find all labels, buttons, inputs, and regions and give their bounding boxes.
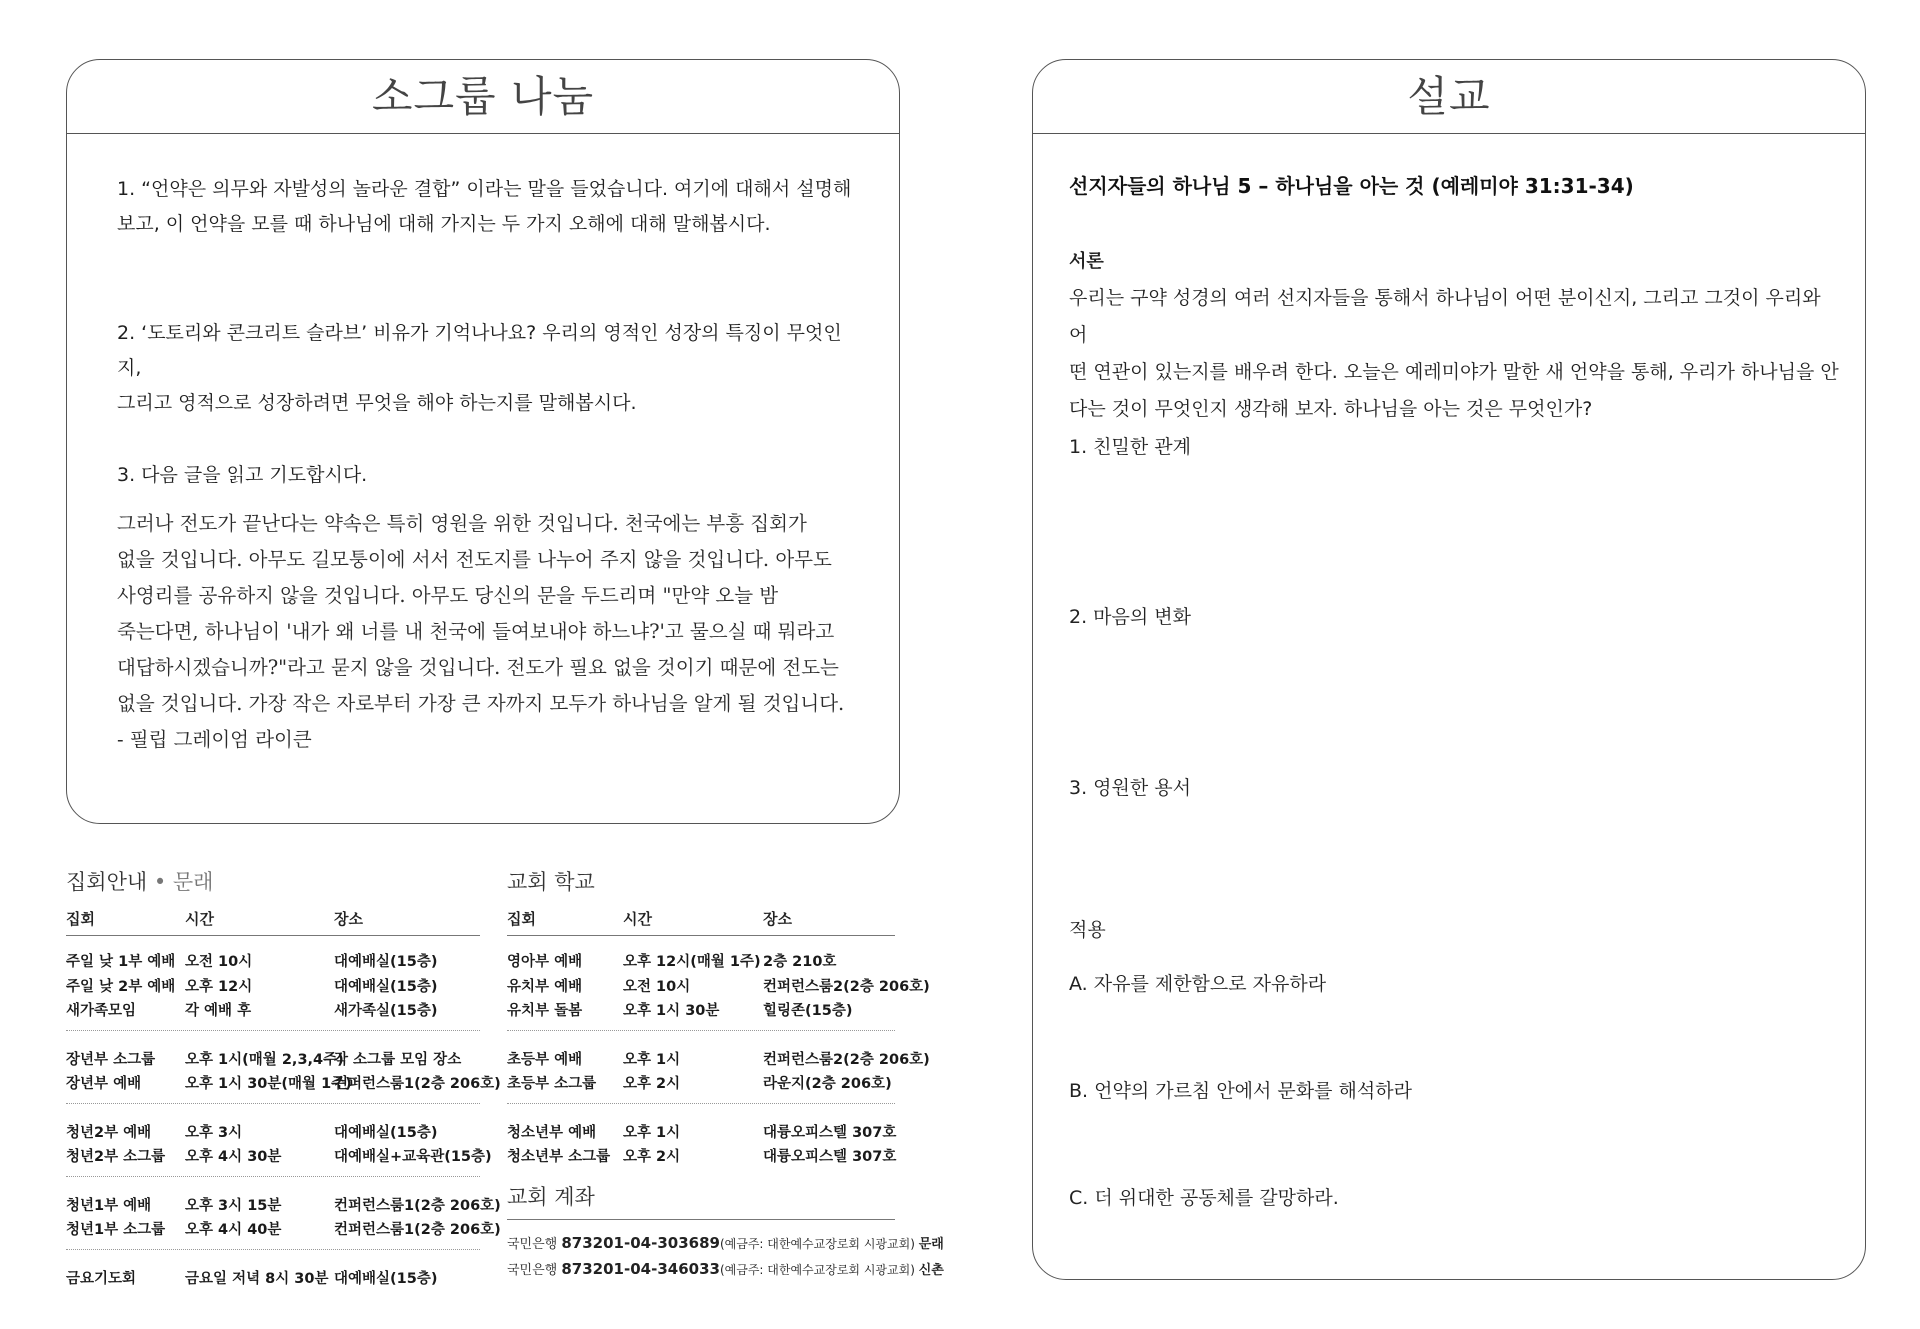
question-2: 2. ‘도토리와 콘크리트 슬라브’ 비유가 기억나나요? 우리의 영적인 성장의 특징이 무엇인지, 그리고 영적으로 성장하려면 무엇을 해야 하는지를 말해봅시다.	[117, 322, 842, 414]
table-cell: 청년1부 예배	[66, 1197, 152, 1214]
sermon-point-1: 1. 친밀한 관계	[1069, 436, 1191, 458]
table-cell: 각 소그룹 모임 장소	[334, 1051, 462, 1068]
table-cell: 대예배실(15층)	[334, 1124, 438, 1141]
table-cell: 오후 1시	[623, 1124, 681, 1141]
account-holder: (예금주: 대한예수교장로회 시광교회)	[719, 1237, 919, 1251]
account-branch: 문래	[918, 1237, 944, 1252]
table-cell: 대예배실+교육관(15층)	[334, 1149, 492, 1165]
table-cell: 컨퍼런스룸1(2층 206호)	[334, 1076, 501, 1092]
table-cell: 장년부 소그룹	[66, 1051, 156, 1068]
group-divider	[507, 1103, 895, 1104]
question-1: 1. “언약은 의무와 자발성의 놀라운 결합” 이라는 말을 들었습니다. 여기에 대해서 설명해 보고, 이 언약을 모를 때 하나님에 대해 가지는 두 가지 오해에 대해 말해봅시다.	[117, 178, 852, 235]
table-cell: 컨퍼런스룸2(2층 206호)	[763, 978, 930, 995]
table-cell: 오후 2시	[623, 1076, 681, 1092]
account-number: 873201-04-346033	[561, 1260, 720, 1278]
table-cell: 오후 1시(매월 2,3,4주)	[185, 1051, 344, 1068]
application-c: C. 더 위대한 공동체를 갈망하라.	[1069, 1187, 1339, 1209]
table-header: 시간	[623, 910, 652, 928]
sermon-point-2: 2. 마음의 변화	[1069, 606, 1191, 628]
table-cell: 오전 10시	[185, 954, 253, 970]
small-group-panel	[66, 59, 900, 824]
table-header: 집회	[507, 910, 536, 928]
table-cell: 영아부 예배	[507, 954, 583, 970]
table-cell: 오후 3시 15분	[185, 1197, 282, 1214]
question-3: 3. 다음 글을 읽고 기도합시다.	[117, 464, 368, 486]
group-divider	[66, 1103, 480, 1104]
table-cell: 청소년부 소그룹	[507, 1149, 611, 1165]
table-cell: 주일 낮 2부 예배	[66, 978, 176, 995]
table-cell: 오전 10시	[623, 978, 691, 995]
table-cell: 오후 12시	[185, 978, 253, 995]
table-cell: 새가족실(15층)	[334, 1003, 438, 1019]
account-line	[507, 1259, 944, 1278]
table-cell: 유치부 예배	[507, 978, 583, 995]
account-line	[507, 1233, 944, 1252]
table-cell: 유치부 돌봄	[507, 1003, 583, 1019]
table-cell: 각 예배 후	[185, 1003, 252, 1019]
group-divider	[507, 1030, 895, 1031]
application-a: A. 자유를 제한함으로 자유하라	[1069, 973, 1327, 995]
account-number: 873201-04-303689	[561, 1234, 720, 1252]
table-cell: 오후 4시 40분	[185, 1222, 282, 1238]
account-bank: 국민은행	[507, 1263, 562, 1278]
table-cell: 오후 1시 30분(매월 1주)	[185, 1076, 352, 1092]
table-header: 집회	[66, 910, 95, 928]
sermon-heading: 선지자들의 하나님 5 – 하나님을 아는 것 (예레미야 31:31-34)	[1069, 174, 1634, 198]
sermon-point-3: 3. 영원한 용서	[1069, 777, 1191, 799]
table-cell: 오후 2시	[623, 1149, 681, 1165]
account-holder: (예금주: 대한예수교장로회 시광교회)	[719, 1263, 919, 1277]
table-header: 장소	[334, 910, 363, 928]
table-cell: 장년부 예배	[66, 1076, 142, 1092]
small-group-title: 소그룹 나눔	[67, 60, 899, 134]
accounts-section-title: 교회 계좌	[507, 1185, 595, 1209]
table-cell: 컨퍼런스룸2(2층 206호)	[763, 1051, 930, 1068]
group-divider	[66, 1249, 480, 1250]
group-divider	[66, 1030, 480, 1031]
table-header: 장소	[763, 910, 792, 928]
meetings-section-title: 집회안내 • 문래	[66, 870, 214, 894]
account-branch: 신촌	[918, 1263, 944, 1278]
quote-author: - 필립 그레이엄 라이큰	[117, 728, 312, 751]
table-cell: 컨퍼런스룸1(2층 206호)	[334, 1197, 501, 1214]
table-cell: 새가족모임	[66, 1003, 137, 1019]
table-cell: 컨퍼런스룸1(2층 206호)	[334, 1222, 501, 1238]
table-header-line	[66, 935, 480, 936]
accounts-divider	[507, 1219, 895, 1220]
table-cell: 오후 12시(매월 1주)	[623, 954, 761, 970]
group-divider	[66, 1176, 480, 1177]
sermon-panel	[1032, 59, 1866, 1280]
table-cell: 오후 3시	[185, 1124, 243, 1141]
table-cell: 2층 210호	[763, 954, 837, 970]
application-b: B. 언약의 가르침 안에서 문화를 해석하라	[1069, 1080, 1412, 1102]
table-cell: 대륭오피스텔 307호	[763, 1149, 897, 1165]
intro-text: 우리는 구약 성경의 여러 선지자들을 통해서 하나님이 어떤 분이신지, 그리고 그것이 우리와 어 떤 연관이 있는지를 배우려 한다. 오늘은 예레미야가 말한 새 언약을 통해, 우리가 하나님을 안 다는 것이 무엇인지 생각해 보자. 하나님을 아는 것은 무엇인가?	[1069, 287, 1839, 420]
table-cell: 금요기도회	[66, 1270, 137, 1287]
table-cell: 청년2부 소그룹	[66, 1149, 166, 1165]
table-cell: 오후 1시 30분	[623, 1003, 720, 1019]
intro-label: 서론	[1069, 251, 1104, 272]
table-cell: 금요일 저녁 8시 30분	[185, 1270, 329, 1287]
table-cell: 청년1부 소그룹	[66, 1222, 166, 1238]
account-bank: 국민은행	[507, 1237, 562, 1252]
table-cell: 대륭오피스텔 307호	[763, 1124, 897, 1141]
table-cell: 힐링존(15층)	[763, 1003, 853, 1019]
quote-passage: 그러나 전도가 끝난다는 약속은 특히 영원을 위한 것입니다. 천국에는 부흥 집회가 없을 것입니다. 아무도 길모퉁이에 서서 전도지를 나누어 주지 않을 것입니다. 아무도 사영리를 공유하지 않을 것입니다. 아무도 당신의 문을 두드리며 "만약 오늘 밤 죽는다면, 하나님이 '내가 왜 너를 내 천국에 들여보내야 하느냐?'고 물으실 때 뭐라고 대답하시겠습니까?"라고 묻지 않을 것입니다. 전도가 필요 없을 것이기 때문에 전도는 없을 것입니다. 가장 작은 자로부터 가장 큰 자까지 모두가 하나님을 알게 될 것입니다. - 필립 그레이엄 라이큰	[117, 506, 857, 758]
apply-label: 적용	[1069, 919, 1106, 941]
table-cell: 대예배실(15층)	[334, 954, 438, 970]
table-cell: 오후 1시	[623, 1051, 681, 1068]
table-cell: 주일 낮 1부 예배	[66, 954, 176, 970]
sermon-title: 설교	[1033, 60, 1865, 134]
table-cell: 대예배실(15층)	[334, 1270, 438, 1287]
table-cell: 라운지(2층 206호)	[763, 1076, 892, 1092]
school-section-title: 교회 학교	[507, 870, 595, 894]
table-header: 시간	[185, 910, 214, 928]
table-cell: 초등부 예배	[507, 1051, 583, 1068]
table-cell: 대예배실(15층)	[334, 978, 438, 995]
table-cell: 오후 4시 30분	[185, 1149, 282, 1165]
table-cell: 청소년부 예배	[507, 1124, 597, 1141]
table-cell: 초등부 소그룹	[507, 1076, 597, 1092]
table-cell: 청년2부 예배	[66, 1124, 152, 1141]
table-header-line	[507, 935, 895, 936]
